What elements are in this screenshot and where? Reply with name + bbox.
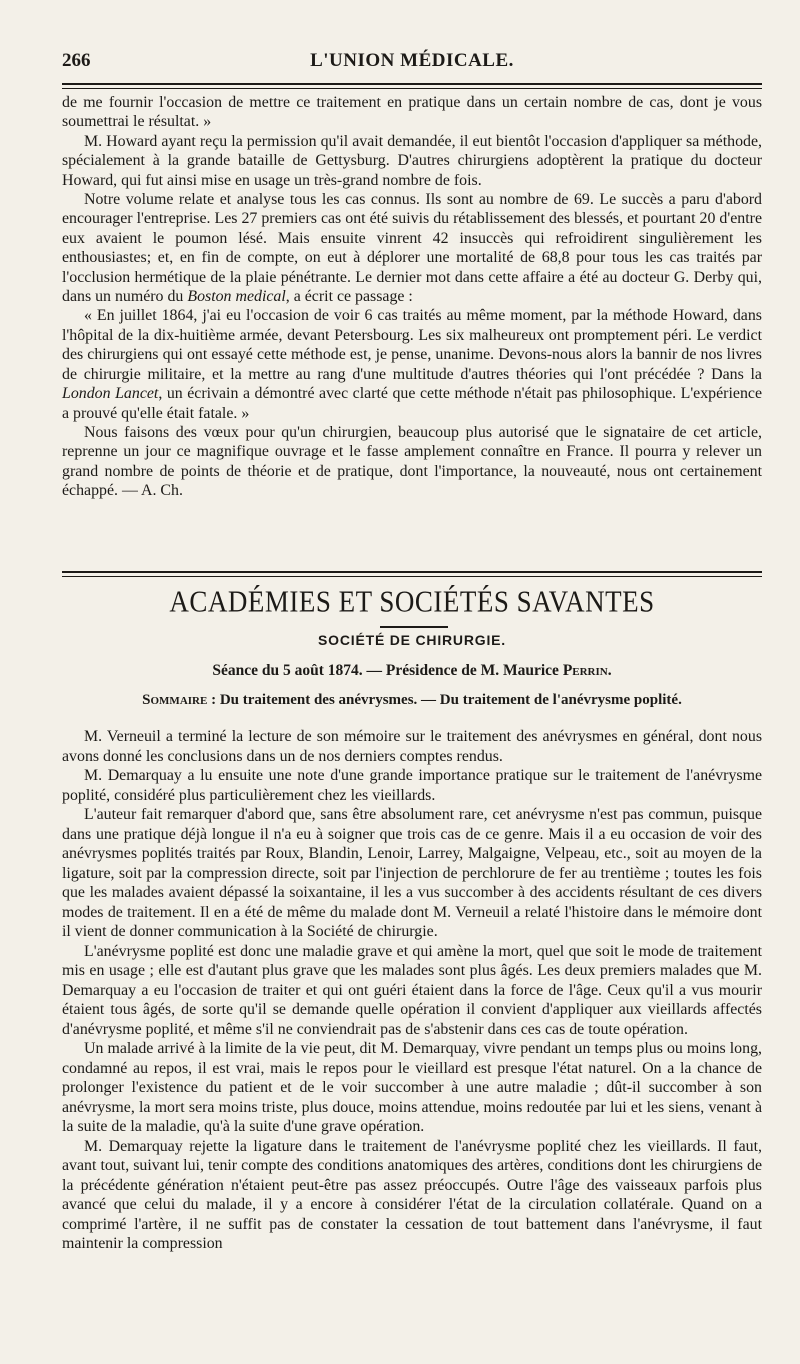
paragraph: M. Verneuil a terminé la lecture de son mémoire sur le traitement des anévrysmes en général, dont nous avons donné les conclusions dans un de nos derniers comptes rendus. [62, 728, 762, 765]
paragraph: M. Howard ayant reçu la permission qu'il avait demandée, il eut bientôt l'occasion d'appliquer sa méthode, spécialement à la grande bataille de Gettysburg. D'autres chirurgiens adoptèrent la pratique du docteur Howard, qui fut ainsi mise en usage un très-grand nombre de fois. [62, 132, 762, 189]
session-end: . [607, 662, 612, 679]
session-report [62, 727, 762, 1254]
section-title: ACADÉMIES ET SOCIÉTÉS SAVANTES [169, 584, 655, 619]
paragraph: de me fournir l'occasion de mettre ce traitement en pratique dans un certain nombre de cas, dont je vous soumettrai le résultat. » [62, 94, 762, 131]
header-rule [62, 83, 762, 85]
paragraph-text: Notre volume relate et analyse tous les cas connus. Ils sont au nombre de 69. Le succès a paru d'abord encourager l'entreprise. Les 27 premiers cas ont été suivis du rétablissement des blessés, et pourtant 20 d'entre eux avaient le poumon lésé. Mais ensuite vinrent 42 insuccès qui refroidirent singulièrement les enthousiastes; et, en fin de compte, on eut à déplorer une mortalité de 68,8 pour tous les cas traités par l'occlusion hermétique de la plaie pénétrante. Le dernier mot dans cette affaire a été au docteur G. Derby qui, dans un numéro du [62, 191, 762, 306]
paragraph-text: , a écrit ce passage : [285, 288, 413, 306]
paragraph [62, 190, 762, 306]
journal-page [62, 0, 762, 1364]
header-rule-thin [62, 88, 762, 89]
paragraph: M. Demarquay rejette la ligature dans le traitement de l'anévrysme poplité chez les vieillards. Il faut, avant tout, suivant lui, tenir compte des conditions anatomiques des artères, conditions dont les chirurgiens de la précédente génération n'étaient peut-être pas assez préoccupés. Outre l'âge des vaisseaux parfois plus avancé que celui du malade, il y a encore à considérer l'état de la circulation collatérale. Quand on a comprimé l'artère, il ne suffit pas de constater la cessation de tout battement dans l'anévrysme, il faut maintenir la compression [62, 1137, 762, 1252]
paragraph: Nous faisons des vœux pour qu'un chirurgien, beaucoup plus autorisé que le signataire de cet article, reprenne un jour ce magnifique ouvrage et le fasse amplement connaître en France. Il pourra y relever un grand nombre de points de théorie et de pratique, dont l'importance, la nouveauté, nous ont certainement échappé. — A. Ch. [62, 423, 762, 500]
section-rule [62, 571, 762, 573]
paragraph-text: , un écrivain a démontré avec clarté que cette méthode n'était pas philosophique. L'expérience a prouvé qu'elle était fatale. » [62, 385, 762, 422]
president-name: Perrin [562, 662, 608, 679]
journal-title: L'UNION MÉDICALE. [310, 50, 514, 71]
paragraph: Un malade arrivé à la limite de la vie peut, dit M. Demarquay, vivre pendant un temps plus ou moins long, condamné au repos, il est vrai, mais le repos pour le vieillard est presque l'état naturel. On a la chance de prolonger l'existence du patient et de le voir succomber à une autre maladie ; dût-il succomber à son anévrysme, la mort sera moins triste, plus douce, moins attendue, moins redoutée par lui et les siens, venant à la suite de la maladie, qu'à la suite d'une grave opération. [62, 1040, 762, 1135]
session-text: Séance du 5 août 1874. — Présidence de M. Maurice [212, 662, 559, 679]
society-name: SOCIÉTÉ DE CHIRURGIE. [318, 632, 506, 648]
journal-citation: Boston medical [187, 288, 286, 306]
article-continuation [62, 93, 762, 501]
summary-text: : Du traitement des anévrysmes. — Du traitement de l'anévrysme poplité. [207, 692, 682, 708]
page-header [62, 46, 762, 76]
summary-line [62, 692, 762, 709]
paragraph-text: « En juillet 1864, j'ai eu l'occasion de voir 6 cas traités au même moment, par la méthode Howard, dans l'hôpital de la dix-huitième armée, devant Petersbourg. Les six malheureux ont promptement péri. Le verdict des chirurgiens qui ont essayé cette méthode est, je pense, unanime. Devons-nous alors la bannir de nos livres de chirurgie militaire, et la mettre au rang d'une multitude d'autres théories qui l'ont précédée ? Dans la [62, 307, 762, 383]
page-number: 266 [62, 50, 91, 71]
quotation [62, 306, 762, 422]
session-line [62, 662, 762, 680]
section-rule-thin [62, 576, 762, 577]
paragraph: L'auteur fait remarquer d'abord que, sans être absolument rare, cet anévrysme n'est pas commun, puisque dans une pratique déjà longue il n'a eu à soigner que trois cas de ce genre. Mais il a eu occasion de voir des anévrysmes poplités traités par Roux, Blandin, Lenoir, Larrey, Malgaigne, Velpeau, etc., soit au moyen de la ligature, soit par la compression directe, soit par l'injection de perchlorure de fer au trentième ; toutes les fois que les malades avaient dépassé la soixantaine, il les a vus succomber à des accidents résultant de ces divers modes de traitement. Il en a été de même du malade dont M. Verneuil a relaté l'histoire dans le mémoire dont il vient de donner communication à la Société de chirurgie. [62, 806, 762, 940]
summary-label: Sommaire [142, 692, 208, 708]
paragraph: M. Demarquay a lu ensuite une note d'une grande importance pratique sur le traitement de l'anévrysme poplité, considéré plus particulièrement chez les vieillards. [62, 767, 762, 804]
paragraph: L'anévrysme poplité est donc une maladie grave et qui amène la mort, quel que soit le mode de traitement mis en usage ; elle est d'autant plus grave que les malades sont plus âgés. Les deux premiers malades que M. Demarquay a eu l'occasion de traiter et qui ont guéri étaient dans la force de l'âge. Ceux qu'il a vus mourir étaient tous âgés, de sorte qu'il se demande quelle opération il convient d'appliquer aux vieillards affectés d'anévrysme poplité, et même s'il ne conviendrait pas de s'abstenir dans ces cas de toute opération. [62, 942, 762, 1038]
title-rule [380, 626, 448, 628]
journal-citation: London Lancet [62, 385, 159, 403]
